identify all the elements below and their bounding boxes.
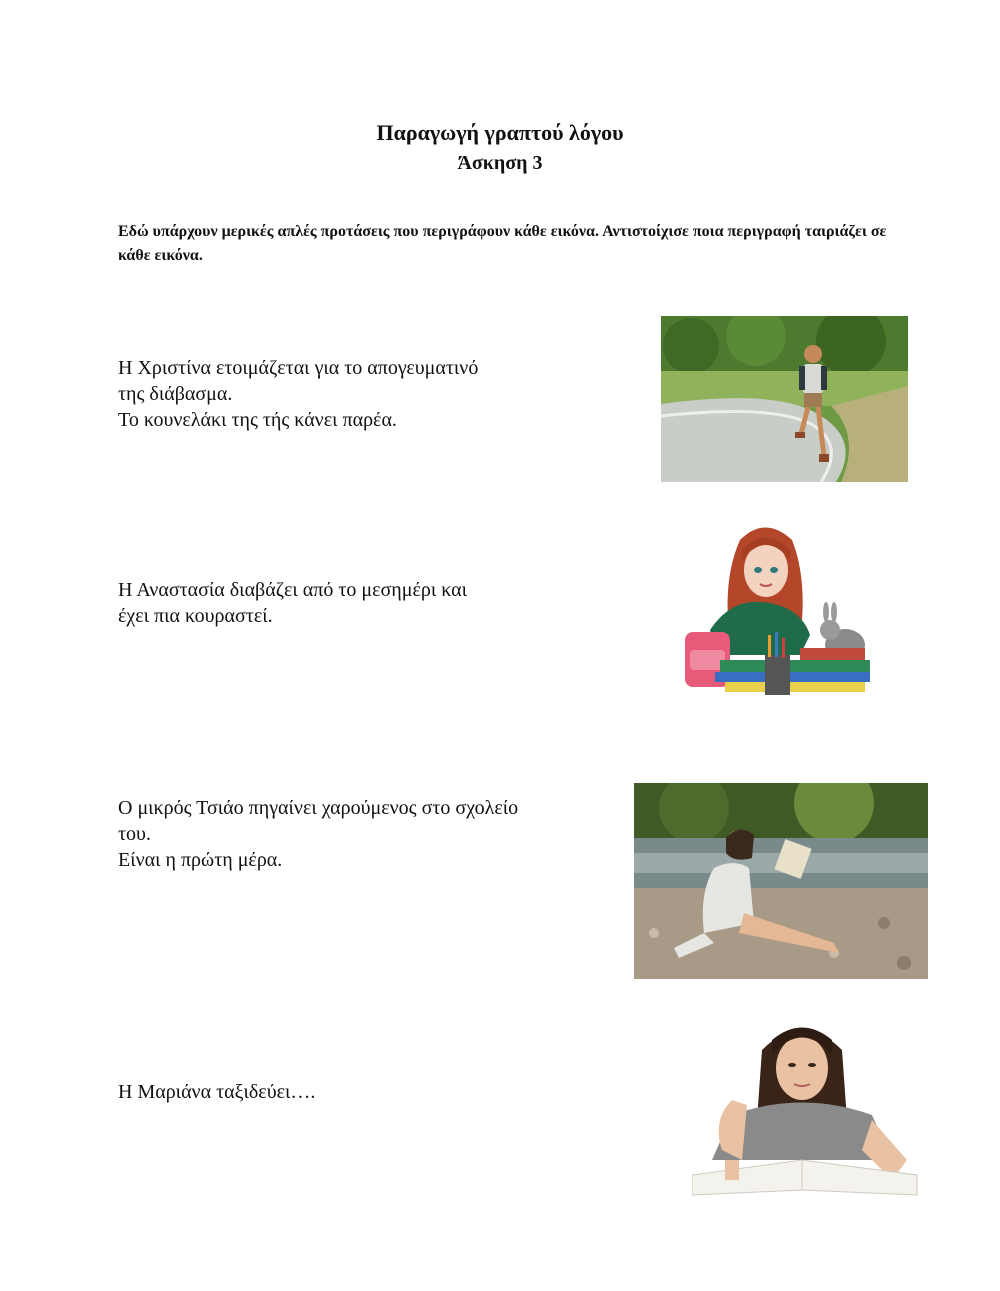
sentence-1: Η Χριστίνα ετοιμάζεται για το απογευματινό της διάβασμα. Το κουνελάκι της τής κάνει παρέα.: [118, 357, 479, 431]
page-subtitle: Άσκηση 3: [457, 152, 543, 174]
boy-running-to-school-image: [661, 316, 908, 482]
girl-reading-by-river-image: [634, 783, 928, 979]
tired-girl-with-book-image: [692, 1010, 920, 1206]
girl-studying-with-bunny-image: [680, 520, 875, 705]
sentence-4: Η Μαριάνα ταξιδεύει….: [118, 1081, 316, 1103]
page-title: Παραγωγή γραπτού λόγου: [376, 120, 624, 145]
sentence-2: Η Αναστασία διαβάζει από το μεσημέρι και έχει πια κουραστεί.: [118, 579, 467, 627]
sentence-3: Ο μικρός Τσιάο πηγαίνει χαρούμενος στο σχολείο του. Είναι η πρώτη μέρα.: [118, 797, 519, 871]
instructions-text: Εδώ υπάρχουν μερικές απλές προτάσεις που περιγράφουν κάθε εικόνα. Αντιστοίχισε ποια περιγραφή ταιριάζει σε κάθε εικόνα.: [118, 223, 887, 264]
